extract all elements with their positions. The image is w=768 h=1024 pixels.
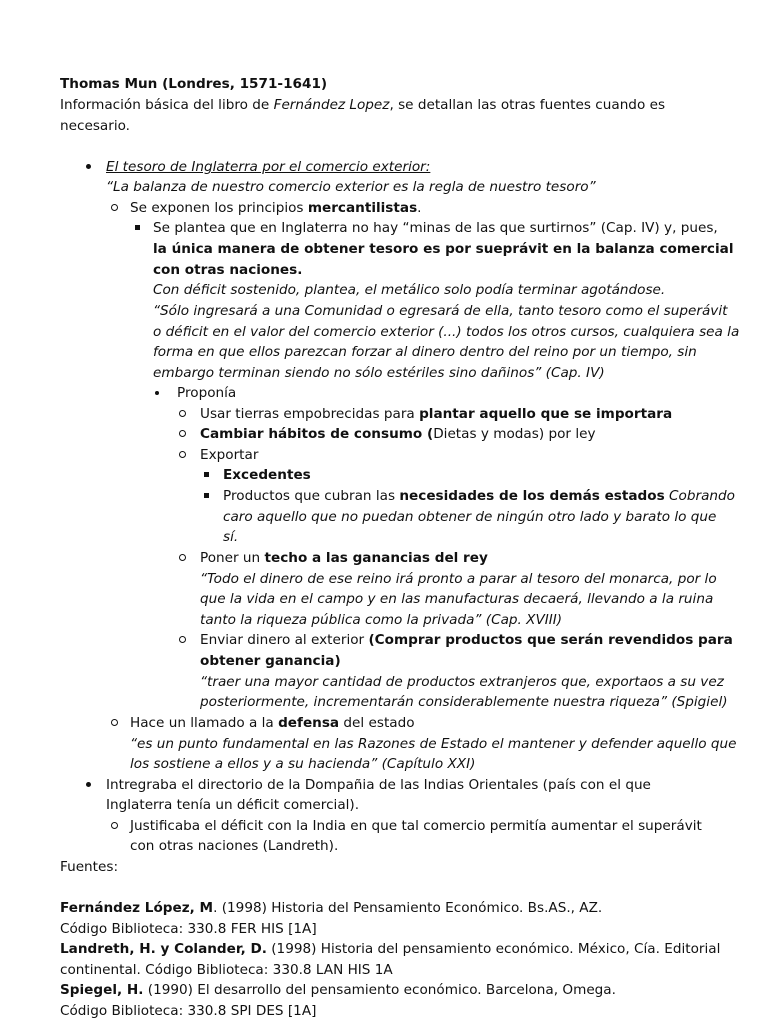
bullet-circle-icon: [179, 636, 186, 643]
source-3-code: Código Biblioteca: 330.8 SPI DES [1A]: [60, 1003, 317, 1019]
proposal-2-bold: Cambiar hábitos de consumo (: [200, 426, 434, 442]
source-3-details: (1990) El desarrollo del pensamiento económico. Barcelona, Omega.: [143, 982, 616, 998]
bullet-square-icon: [135, 225, 140, 230]
bullet-circle-icon: [179, 451, 186, 458]
proposal-4-text: Poner un: [200, 550, 265, 566]
quote-xviii-line-2: que la vida en el campo y en las manufacturas decaerá, llevando a la ruina: [200, 591, 714, 607]
bullet-circle-icon: [111, 204, 118, 211]
justify-line-1: Justificaba el déficit con la India en que tal comercio permitía aumentar el superávit: [130, 818, 702, 834]
proponia-label: Proponía: [177, 385, 237, 401]
quote-iv-line-3: forma en que ellos parezcan forzar al dinero dentro del reino por un tiempo, sin: [153, 344, 697, 360]
bullet-square-icon: [204, 493, 209, 498]
defense-text-2: del estado: [339, 715, 415, 731]
source-3: [60, 980, 616, 1000]
page-title: Thomas Mun (Londres, 1571-1641): [60, 76, 328, 92]
mines-line-3: con otras naciones.: [153, 262, 303, 278]
proposal-item-3: Exportar: [200, 447, 259, 463]
deficit-note: Con déficit sostenido, plantea, el metálico solo podía terminar agotándose.: [153, 282, 666, 298]
quote-iv-line-4: embargo terminan siendo no sólo estériles sino dañinos” (Cap. IV): [153, 365, 605, 381]
sources-heading: Fuentes:: [60, 859, 119, 875]
bullet-square-icon: [204, 472, 209, 477]
source-1-author: Fernández López, M: [60, 900, 214, 916]
proposal-1-bold: plantar aquello que se importara: [419, 406, 673, 422]
bullet-dot-icon: [86, 782, 91, 787]
export-needs-italic: Cobrando: [664, 488, 735, 504]
proposal-item-5: [200, 630, 733, 650]
bullet-circle-icon: [179, 430, 186, 437]
proposal-5-line-2: obtener ganancia): [200, 653, 341, 669]
source-3-author: Spiegel, H.: [60, 982, 144, 998]
source-2: [60, 939, 720, 959]
bullet-circle-icon: [111, 822, 118, 829]
book-quote: “La balanza de nuestro comercio exterior es la regla de nuestro tesoro”: [106, 179, 596, 195]
proposal-1-text: Usar tierras empobrecidas para: [200, 406, 420, 422]
export-needs-text: Productos que cubran las: [223, 488, 400, 504]
mines-line-2: la única manera de obtener tesoro es por sueprávit en la balanza comercial: [153, 241, 734, 257]
book-title: El tesoro de Inglaterra por el comercio exterior:: [106, 159, 431, 175]
quote-xviii-line-3: tanto la riqueza pública como la privada” (Cap. XVIII): [200, 612, 563, 628]
quote-iv-line-2: o déficit en el valor del comercio exterior (...) todos los otros cursos, cualquiera sea la: [153, 324, 740, 340]
intro-author: Fernández Lopez: [273, 97, 390, 113]
export-item-surplus: Excedentes: [223, 467, 311, 483]
bullet-dot-icon: [86, 164, 91, 169]
principles-end: .: [417, 200, 422, 216]
source-2-line-2: continental. Código Biblioteca: 330.8 LAN HIS 1A: [60, 962, 393, 978]
intro-text-2: , se detallan las otras fuentes cuando es: [389, 97, 666, 113]
bullet-dot-icon: [155, 391, 159, 395]
principles-item: [130, 198, 421, 218]
proposal-4-bold: techo a las ganancias del rey: [264, 550, 488, 566]
intro-line-1: [60, 95, 665, 115]
export-needs-line-2: caro aquello que no puedan obtener de ningún otro lado y barato lo que: [223, 509, 717, 525]
proposal-item-4: [200, 548, 488, 568]
bullet-circle-icon: [179, 554, 186, 561]
quote-xxi-line-2: los sostiene a ellos y a su hacienda” (Capítulo XXI): [130, 756, 476, 772]
export-item-needs: [223, 486, 735, 506]
source-1-details: . (1998) Historia del Pensamiento Económico. Bs.AS., AZ.: [213, 900, 603, 916]
mines-line-1: Se plantea que en Inglaterra no hay “minas de las que surtirnos” (Cap. IV) y, pues,: [153, 220, 718, 236]
quote-xviii-line-1: “Todo el dinero de ese reino irá pronto a parar al tesoro del monarca, por lo: [200, 571, 717, 587]
source-2-author: Landreth, H. y Colander, D.: [60, 941, 267, 957]
intro-text: Información básica del libro de: [60, 97, 274, 113]
justify-line-2: con otras naciones (Landreth).: [130, 838, 339, 854]
company-line-2: Inglaterra tenía un déficit comercial).: [106, 797, 360, 813]
principles-bold: mercantilistas: [307, 200, 418, 216]
source-2-details: (1998) Historia del pensamiento económico. México, Cía. Editorial: [266, 941, 721, 957]
proposal-2-text: Dietas y modas) por ley: [433, 426, 596, 442]
quote-spigiel-line-2: posteriormente, incrementarán considerablemente nuestra riqueza” (Spigiel): [200, 694, 728, 710]
quote-iv-line-1: “Sólo ingresará a una Comunidad o egresará de ella, tanto tesoro como el superávit: [153, 303, 728, 319]
defense-bold: defensa: [278, 715, 340, 731]
proposal-item-2: [200, 424, 596, 444]
bullet-circle-icon: [179, 410, 186, 417]
source-1-code: Código Biblioteca: 330.8 FER HIS [1A]: [60, 921, 317, 937]
proposal-5-text: Enviar dinero al exterior: [200, 632, 369, 648]
export-needs-bold: necesidades de los demás estados: [399, 488, 665, 504]
defense-item: [130, 713, 415, 733]
principles-text: Se exponen los principios: [130, 200, 308, 216]
export-needs-line-3: sí.: [223, 529, 239, 545]
quote-xxi-line-1: “es un punto fundamental en las Razones de Estado el mantener y defender aquello que: [130, 736, 737, 752]
proposal-item-1: [200, 404, 672, 424]
source-1: [60, 898, 602, 918]
company-line-1: Intregraba el directorio de la Dompañia de las Indias Orientales (país con el que: [106, 777, 651, 793]
quote-spigiel-line-1: “traer una mayor cantidad de productos extranjeros que, exportaos a su vez: [200, 674, 724, 690]
bullet-circle-icon: [111, 719, 118, 726]
intro-line-2: necesario.: [60, 118, 130, 134]
defense-text: Hace un llamado a la: [130, 715, 279, 731]
proposal-5-bold: (Comprar productos que serán revendidos para: [368, 632, 733, 648]
